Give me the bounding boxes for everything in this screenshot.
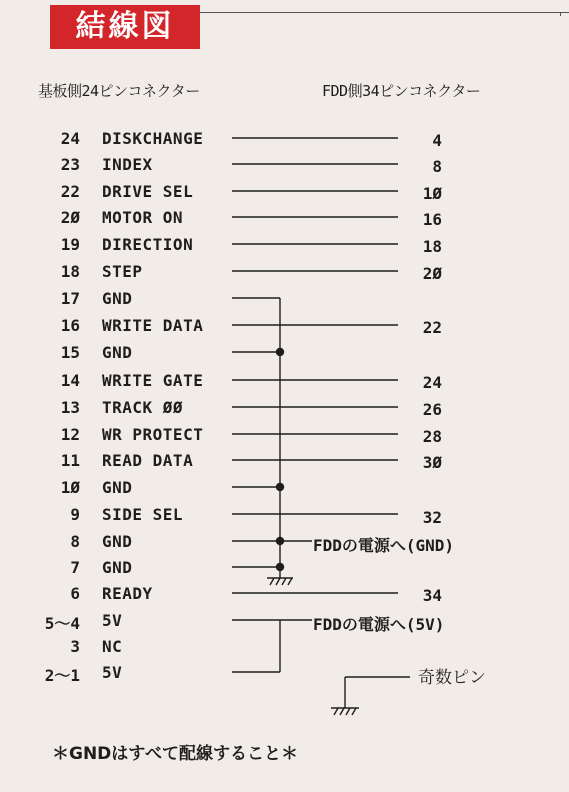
fdd-pin-number: 3Ø — [422, 453, 442, 472]
signal-name: SIDE SEL — [102, 505, 184, 524]
signal-name: 5V — [102, 663, 123, 682]
board-pin-number: 16 — [60, 316, 80, 335]
fdd-pin-number: 34 — [422, 586, 442, 605]
wiring-note: ＊GNDはすべて配線すること＊ — [52, 744, 298, 764]
fdd-connector-header: FDD側34ピンコネクター — [322, 82, 481, 100]
fdd-pin-number: 4 — [432, 131, 442, 150]
board-pin-number: 12 — [60, 425, 80, 444]
board-pin-number: 1Ø — [60, 478, 80, 497]
board-pin-number: 8 — [70, 532, 80, 551]
junction-dot — [276, 483, 284, 491]
board-pin-number: 19 — [60, 235, 80, 254]
fdd-pin-number: 32 — [422, 508, 442, 527]
signal-name: GND — [102, 558, 133, 577]
title-badge: 結線図 — [50, 5, 200, 49]
signal-name: WRITE GATE — [102, 371, 204, 390]
fdd-pin-number: 1Ø — [422, 184, 442, 203]
signal-name: GND — [102, 289, 133, 308]
signal-name: NC — [102, 637, 123, 656]
board-pin-number: 5〜4 — [44, 614, 80, 633]
signal-name: GND — [102, 478, 133, 497]
board-pin-number: 23 — [60, 155, 80, 174]
odd-pins-label: 奇数ピン — [418, 668, 486, 688]
fdd-pin-number: 22 — [422, 318, 442, 337]
signal-name: DRIVE SEL — [102, 182, 194, 201]
board-pin-number: 13 — [60, 398, 80, 417]
board-pin-number: 24 — [60, 129, 80, 148]
signal-name: STEP — [102, 262, 143, 281]
junction-dot — [276, 563, 284, 571]
board-pin-number: 2Ø — [60, 208, 80, 227]
board-pin-number: 18 — [60, 262, 80, 281]
signal-name: GND — [102, 532, 133, 551]
signal-name: TRACK ØØ — [102, 398, 184, 417]
board-pin-number: 22 — [60, 182, 80, 201]
signal-name: READ DATA — [102, 451, 194, 470]
signal-name: INDEX — [102, 155, 153, 174]
signal-name: DIRECTION — [102, 235, 194, 254]
board-pin-number: 2〜1 — [44, 666, 80, 685]
fdd-pin-number: 2Ø — [422, 264, 442, 283]
board-connector-header: 基板側24ピンコネクター — [38, 82, 200, 100]
board-pin-number: 3 — [70, 637, 80, 656]
junction-dot — [276, 537, 284, 545]
gnd-callout: FDDの電源へ(GND) — [313, 536, 455, 555]
signal-name: WRITE DATA — [102, 316, 204, 335]
board-pin-number: 9 — [70, 505, 80, 524]
board-pin-number: 17 — [60, 289, 80, 308]
board-pin-number: 11 — [60, 451, 80, 470]
signal-name: READY — [102, 584, 153, 603]
signal-name: DISKCHANGE — [102, 129, 204, 148]
fdd-pin-number: 16 — [422, 210, 442, 229]
signal-name: GND — [102, 343, 133, 362]
board-pin-number: 6 — [70, 584, 80, 603]
board-pin-number: 7 — [70, 558, 80, 577]
fdd-pin-number: 28 — [422, 427, 442, 446]
junction-dot — [276, 348, 284, 356]
signal-name: MOTOR ON — [102, 208, 184, 227]
fdd-pin-number: 18 — [422, 237, 442, 256]
fdd-pin-number: 24 — [422, 373, 442, 392]
signal-name: WR PROTECT — [102, 425, 204, 444]
signal-name: 5V — [102, 611, 123, 630]
power-callout: FDDの電源へ(5V) — [313, 615, 445, 634]
board-pin-number: 14 — [60, 371, 80, 390]
fdd-pin-number: 8 — [432, 157, 442, 176]
board-pin-number: 15 — [60, 343, 80, 362]
fdd-pin-number: 26 — [422, 400, 442, 419]
